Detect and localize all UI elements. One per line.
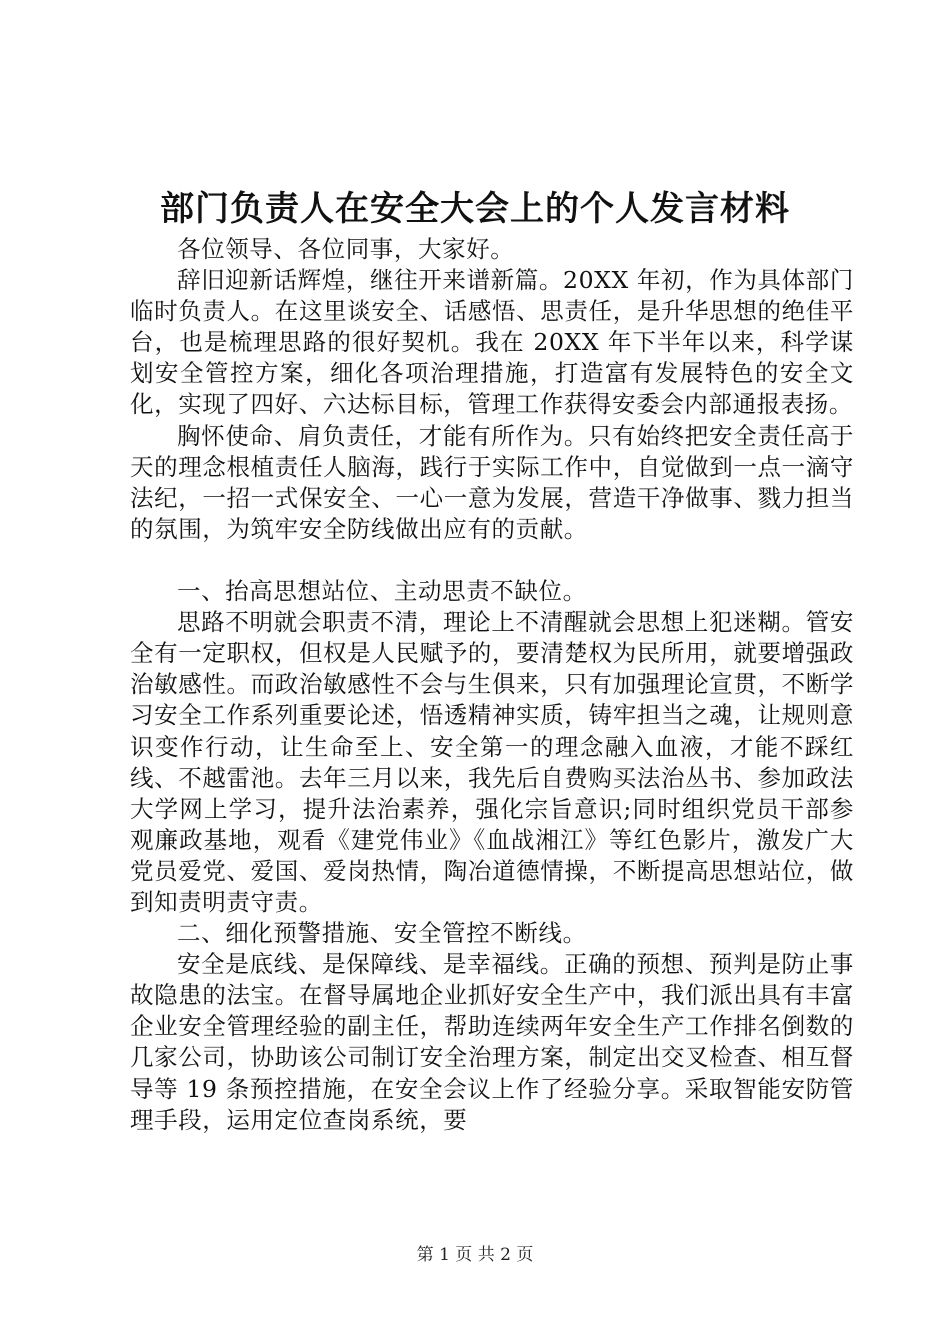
mission-paragraph: 胸怀使命、肩负责任，才能有所作为。只有始终把安全责任高于天的理念根植责任人脑海，践行于实际工作中，自觉做到一点一滴守法纪，一招一式保安全、一心一意为发展，营造干净做事、戮力担当的氛围，为筑牢安全防线做出应有的贡献。 — [130, 421, 854, 543]
greeting-paragraph: 各位领导、各位同事，大家好。 — [177, 235, 515, 263]
section-heading-2: 二、细化预警措施、安全管控不断线。 — [177, 919, 587, 948]
section-2-paragraph: 安全是底线、是保障线、是幸福线。正确的预想、预判是防止事故隐患的法宝。在督导属地企业抓好安全生产中，我们派出具有丰富企业安全管理经验的副主任，帮助连续两年安全生产工作排名倒数的几家公司，协助该公司制订安全治理方案，制定出交叉检查、相互督导等 19 条预控措施，在安全会议上作了经验分享。采取智能安防管理手段，运用定位查岗系统，要 — [130, 950, 854, 1134]
document-body — [130, 234, 854, 1136]
section-heading-1: 一、抬高思想站位、主动思责不缺位。 — [177, 577, 587, 606]
intro-paragraph: 辞旧迎新话辉煌，继往开来谱新篇。20XX 年初，作为具体部门临时负责人。在这里谈安全、话感悟、思责任，是升华思想的绝佳平台，也是梳理思路的很好契机。我在 20XX 年下半年以来，科学谋划安全管控方案，细化各项治理措施，打造富有发展特色的安全文化，实现了四好、六达标目标，管理工作获得安委会内部通报表扬。 — [130, 266, 854, 419]
page-number-footer: 第 1 页 共 2 页 — [416, 1245, 534, 1265]
section-1-paragraph: 思路不明就会职责不清，理论上不清醒就会思想上犯迷糊。管安全有一定职权，但权是人民赋予的，要清楚权为民所用，就要增强政治敏感性。而政治敏感性不会与生俱来，只有加强理论宣贯，不断学习安全工作系列重要论述，悟透精神实质，铸牢担当之魂，让规则意识变作行动，让生命至上、安全第一的理念融入血液，才能不踩红线、不越雷池。去年三月以来，我先后自费购买法治丛书、参加政法大学网上学习，提升法治素养，强化宗旨意识;同时组织党员干部参观廉政基地，观看《建党伟业》《血战湘江》等红色影片，激发广大党员爱党、爱国、爱岗热情，陶冶道德情操，不断提高思想站位，做到知责明责守责。 — [130, 608, 854, 916]
document-title: 部门负责人在安全大会上的个人发言材料 — [160, 189, 790, 229]
paragraph-spacer — [130, 545, 854, 576]
